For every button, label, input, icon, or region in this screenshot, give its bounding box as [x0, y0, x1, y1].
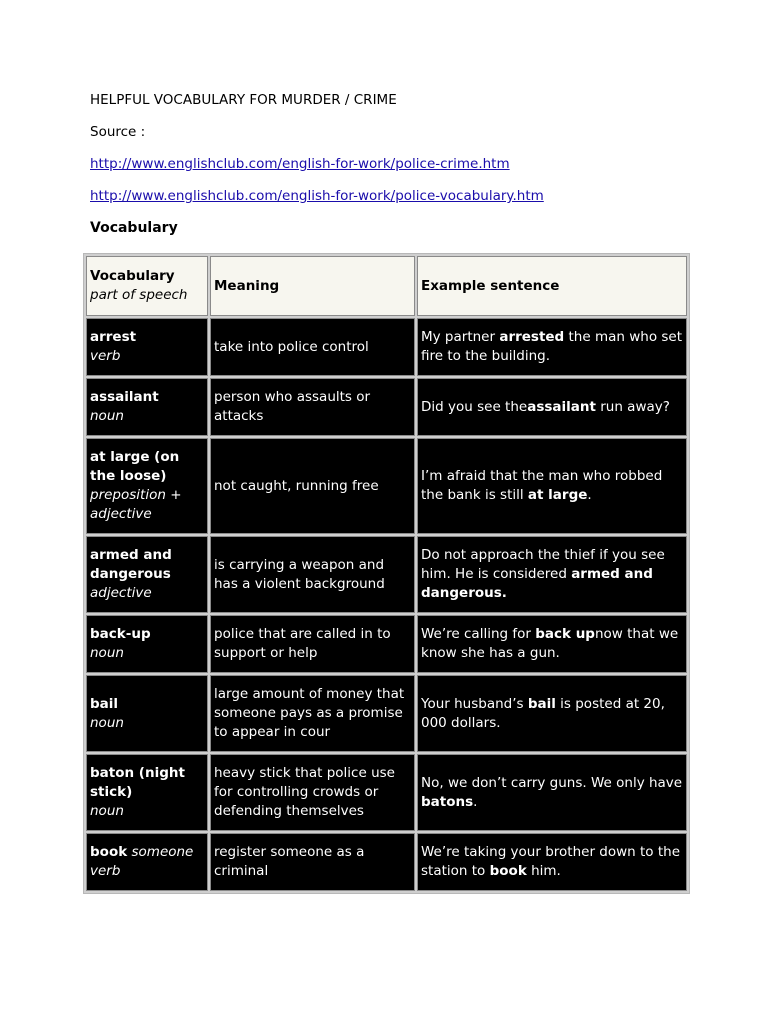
example-bold: bail [527, 695, 556, 712]
vocab-term: book [90, 844, 128, 860]
table-row [86, 438, 687, 534]
example-cell [417, 318, 687, 376]
document-body [90, 91, 690, 253]
meaning-cell [210, 378, 415, 436]
meaning-text: take into police control [214, 338, 369, 355]
example-bold: assailant [527, 398, 596, 415]
example-post: run away? [595, 398, 670, 415]
vocab-term: back-up [90, 626, 151, 642]
example-post: him. [526, 863, 561, 879]
meaning-cell [210, 754, 415, 831]
example-cell [417, 438, 687, 534]
part-of-speech: noun [90, 408, 124, 424]
part-of-speech: adjective [90, 585, 152, 601]
vocabulary-table [83, 253, 690, 894]
meaning-cell [210, 318, 415, 376]
table-row [86, 754, 687, 831]
example-post: is posted at 20, 000 dollars. [421, 695, 665, 731]
meaning-text: person who assaults or attacks [214, 389, 371, 424]
meaning-text: is carrying a weapon and has a violent background [214, 556, 385, 592]
example-cell [417, 615, 687, 673]
example-cell [417, 536, 687, 613]
table-row [86, 615, 687, 673]
vocab-term: bail [90, 695, 119, 712]
example-post: . [587, 487, 592, 503]
example-bold: arrested [499, 329, 565, 345]
part-of-speech: verb [90, 348, 121, 364]
example-pre: We’re taking your brother down to the station to [421, 844, 680, 879]
document-title: HELPFUL VOCABULARY FOR MURDER / CRIME [90, 92, 397, 108]
part-of-speech: preposition + adjective [90, 487, 182, 522]
vocab-term: assailant [90, 389, 159, 405]
meaning-text: register someone as a criminal [214, 844, 365, 879]
source-label: Source : [90, 124, 146, 140]
vocab-term: arrest [90, 329, 137, 345]
example-post: the man who set fire to the building. [421, 329, 683, 364]
table-row [86, 536, 687, 613]
part-of-speech: verb [90, 863, 121, 879]
example-pre: I’m afraid that the man who robbed the bank is still [421, 468, 663, 503]
table-row [86, 318, 687, 376]
example-cell [417, 754, 687, 831]
meaning-cell [210, 615, 415, 673]
table-row [86, 833, 687, 891]
example-post: . [473, 793, 478, 810]
meaning-cell [210, 438, 415, 534]
vocab-term-cell [86, 318, 208, 376]
part-of-speech: noun [90, 714, 124, 731]
example-bold: back up [535, 626, 595, 642]
meaning-cell [210, 675, 415, 752]
example-pre: No, we don’t carry guns. We only have [421, 774, 683, 791]
example-bold: book [489, 863, 527, 879]
meaning-cell [210, 536, 415, 613]
example-bold: armed and dangerous. [421, 566, 653, 601]
vocab-term-cell [86, 378, 208, 436]
source-link-2[interactable]: http://www.englishclub.com/english-for-work/police-vocabulary.htm [90, 188, 544, 204]
meaning-text: heavy stick that police use for controlling crowds or defending themselves [214, 765, 395, 819]
section-heading: Vocabulary [90, 220, 178, 236]
vocab-term-extra: someone [127, 844, 194, 860]
header-vocabulary: Vocabulary part of speech [86, 256, 208, 316]
meaning-text: large amount of money that someone pays as a promise to appear in cour [214, 686, 405, 740]
vocab-term-cell [86, 754, 208, 831]
meaning-text: police that are called in to support or help [214, 626, 391, 661]
vocab-term-cell [86, 438, 208, 534]
example-cell [417, 378, 687, 436]
vocab-term-cell [86, 615, 208, 673]
table-row [86, 675, 687, 752]
table-header-row [86, 256, 687, 316]
example-cell [417, 675, 687, 752]
example-bold: batons [421, 793, 474, 810]
header-example: Example sentence [417, 256, 687, 316]
vocab-term-cell [86, 675, 208, 752]
part-of-speech: noun [90, 803, 124, 819]
example-pre: Do not approach the thief if you see him. He is considered [421, 547, 665, 582]
vocab-term-cell [86, 833, 208, 891]
example-bold: at large [527, 487, 588, 503]
vocab-term-cell [86, 536, 208, 613]
example-cell [417, 833, 687, 891]
meaning-cell [210, 833, 415, 891]
vocab-term: at large (on the loose) [90, 449, 180, 484]
vocab-term: baton (night stick) [90, 765, 185, 800]
part-of-speech: noun [90, 645, 124, 661]
example-pre: My partner [421, 329, 500, 345]
vocab-term: armed and dangerous [90, 547, 172, 582]
header-meaning: Meaning [210, 256, 415, 316]
example-pre: Did you see the [421, 398, 528, 415]
example-pre: We’re calling for [421, 626, 536, 642]
table-row [86, 378, 687, 436]
source-link-1[interactable]: http://www.englishclub.com/english-for-work/police-crime.htm [90, 156, 510, 172]
example-pre: Your husband’s [421, 695, 528, 712]
meaning-text: not caught, running free [214, 477, 379, 494]
example-post: now that we know she has a gun. [421, 626, 679, 661]
